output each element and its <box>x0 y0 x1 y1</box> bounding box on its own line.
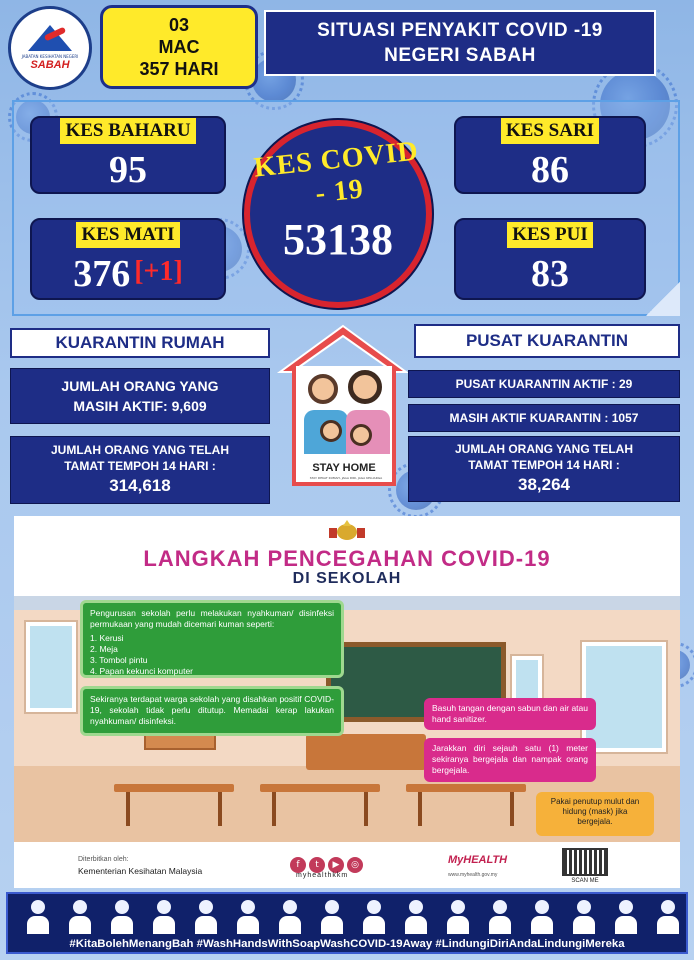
instagram-icon[interactable]: ◎ <box>347 857 363 873</box>
publisher-label: Diterbitkan oleh: <box>78 856 129 863</box>
frontliner-icon <box>446 900 470 934</box>
frontliner-icon <box>68 900 92 934</box>
disinfection-intro: Pengurusan sekolah perlu melakukan nyahkuman/ disinfeksi permukaan yang mudah dicemari kuman seperti: <box>90 608 334 629</box>
kuarantin-rumah-tamat <box>10 436 270 504</box>
frontliner-icon <box>236 900 260 934</box>
qr-code-icon <box>562 848 608 876</box>
kes-pui-card <box>454 218 646 300</box>
day-count: 357 HARI <box>139 59 219 79</box>
hashtags: #KitaBolehMenangBah #WashHandsWithSoapWashCOVID-19Away #LindungiDiriAndaLindungiMereka <box>69 938 625 950</box>
aktif-line-2: MASIH AKTIF: 9,609 <box>73 398 207 414</box>
kes-baharu-card <box>30 116 226 194</box>
family-icon <box>308 374 338 404</box>
pusat-tamat-value: 38,264 <box>518 475 570 494</box>
student-desk <box>260 784 380 792</box>
frontliner-icon <box>572 900 596 934</box>
kes-sari-card <box>454 116 646 194</box>
frontliner-icon <box>614 900 638 934</box>
frontliner-icon <box>26 900 50 934</box>
frontliner-icon <box>320 900 344 934</box>
frontliner-icon <box>530 900 554 934</box>
scan-me-label: SCAN ME <box>571 878 599 884</box>
disinfection-card <box>80 600 344 678</box>
page-fold <box>646 282 680 316</box>
list-item: 4. Papan kekunci komputer <box>90 666 194 676</box>
frontliner-icon <box>194 900 218 934</box>
kes-mati-card <box>30 218 226 300</box>
distance-text: Jarakkan diri sejauh satu (1) meter sekiranya bergejala dan nampak orang bergejala. <box>432 743 588 775</box>
frontliner-icon <box>110 900 134 934</box>
pusat-kuarantin-tamat <box>408 436 680 502</box>
desk-leg <box>364 792 368 826</box>
total-cases-value: 53138 <box>283 215 393 264</box>
kes-sari-label: KES SARI <box>501 118 599 144</box>
total-cases-circle <box>244 120 432 308</box>
masih-aktif-kuarantin: MASIH AKTIF KUARANTIN : 1057 <box>408 404 680 432</box>
date-box <box>100 5 258 89</box>
title-line-2: NEGERI SABAH <box>384 45 536 66</box>
malaysia-crest-icon <box>325 520 369 542</box>
pusat-kuarantin-heading: PUSAT KUARANTIN <box>414 324 680 358</box>
title-line-1: SITUASI PENYAKIT COVID -19 <box>317 20 603 41</box>
student-desk <box>114 784 234 792</box>
kes-baharu-label: KES BAHARU <box>60 118 195 144</box>
kuarantin-rumah-aktif <box>10 368 270 424</box>
desk-leg <box>126 792 130 826</box>
social-icons <box>290 852 366 873</box>
frontliner-icon <box>152 900 176 934</box>
kuarantin-rumah-heading: KUARANTIN RUMAH <box>10 328 270 358</box>
frontliner-icon <box>278 900 302 934</box>
distance-card <box>424 738 596 782</box>
family-icon <box>320 420 342 442</box>
stay-home-house <box>292 366 396 486</box>
student-desk <box>406 784 526 792</box>
kes-pui-label: KES PUI <box>507 222 593 248</box>
mask-text: Pakai penutup mulut dan hidung (mask) jika bergejala. <box>550 797 640 826</box>
frontliner-icon <box>362 900 386 934</box>
kes-baharu-value: 95 <box>109 149 147 191</box>
poster-title: LANGKAH PENCEGAHAN COVID-19 <box>143 546 551 571</box>
list-item: 2. Meja <box>90 644 118 654</box>
handwash-card <box>424 698 596 730</box>
youtube-icon[interactable]: ▶ <box>328 857 344 873</box>
family-icon <box>348 370 382 404</box>
pusat-tamat-line-1: JUMLAH ORANG YANG TELAH <box>454 442 633 456</box>
list-item: 3. Tombol pintu <box>90 655 148 665</box>
handwash-text: Basuh tangan dengan sabun dan air atau hand sanitizer. <box>432 703 588 724</box>
kes-sari-value: 86 <box>531 149 569 191</box>
kes-mati-delta: [+1] <box>134 256 183 287</box>
family-icon <box>350 424 372 446</box>
mask-card <box>536 792 654 836</box>
facebook-icon[interactable]: f <box>290 857 306 873</box>
tamat-line-2: TAMAT TEMPOH 14 HARI : <box>64 459 216 473</box>
mountain-icon <box>22 25 78 51</box>
positive-case-text: Sekiranya terdapat warga sekolah yang disahkan positif COVID-19, sekolah tidak perlu ditutup. Memadai kerap lakukan nyahkuman/ disinfeksi. <box>90 694 334 726</box>
stay-home-label: STAY HOME <box>312 462 376 474</box>
page-title <box>264 10 656 76</box>
frontliner-icon <box>488 900 512 934</box>
stay-home-sub: STAY DEKAT RUMAH, JAGA DIRI, JAGA KELUARGA <box>309 476 383 480</box>
window <box>582 642 666 752</box>
frontliner-icon <box>404 900 428 934</box>
publisher-name: Kementerian Kesihatan Malaysia <box>78 866 203 876</box>
tamat-line-1: JUMLAH ORANG YANG TELAH <box>50 443 229 457</box>
pusat-tamat-line-2: TAMAT TEMPOH 14 HARI : <box>468 458 620 472</box>
myhealth-url: www.myhealth.gov.my <box>448 872 498 878</box>
social-handle: myhealthkkm <box>296 872 349 879</box>
date-month: MAC <box>158 37 200 57</box>
desk-leg <box>418 792 422 826</box>
logo-caption: JABATAN KESIHATAN NEGERI <box>21 54 79 59</box>
window <box>26 622 76 712</box>
poster-footer <box>14 842 680 888</box>
kes-pui-value: 83 <box>531 253 569 295</box>
aktif-line-1: JUMLAH ORANG YANG <box>61 378 219 394</box>
hashtag-banner <box>6 892 688 954</box>
sabah-health-logo <box>8 6 92 90</box>
frontliner-icon <box>656 900 680 934</box>
desk-leg <box>510 792 514 826</box>
desk-leg <box>272 792 276 826</box>
kes-mati-value: 376 <box>73 253 131 295</box>
kes-mati-label: KES MATI <box>76 222 179 248</box>
twitter-icon[interactable]: t <box>309 857 325 873</box>
prevention-poster <box>14 516 680 888</box>
teacher-desk <box>306 734 426 770</box>
logo-text: SABAH <box>30 59 70 71</box>
date-day: 03 <box>168 15 190 35</box>
tamat-value: 314,618 <box>109 476 171 495</box>
pusat-kuarantin-aktif: PUSAT KUARANTIN AKTIF : 29 <box>408 370 680 398</box>
desk-leg <box>218 792 222 826</box>
poster-subtitle: DI SEKOLAH <box>292 570 402 587</box>
positive-case-card <box>80 686 344 736</box>
list-item: 1. Kerusi <box>90 633 124 643</box>
total-cases-label: KES COVID - 19 <box>252 135 421 210</box>
myhealth-logo: MyHEALTH <box>448 854 508 866</box>
